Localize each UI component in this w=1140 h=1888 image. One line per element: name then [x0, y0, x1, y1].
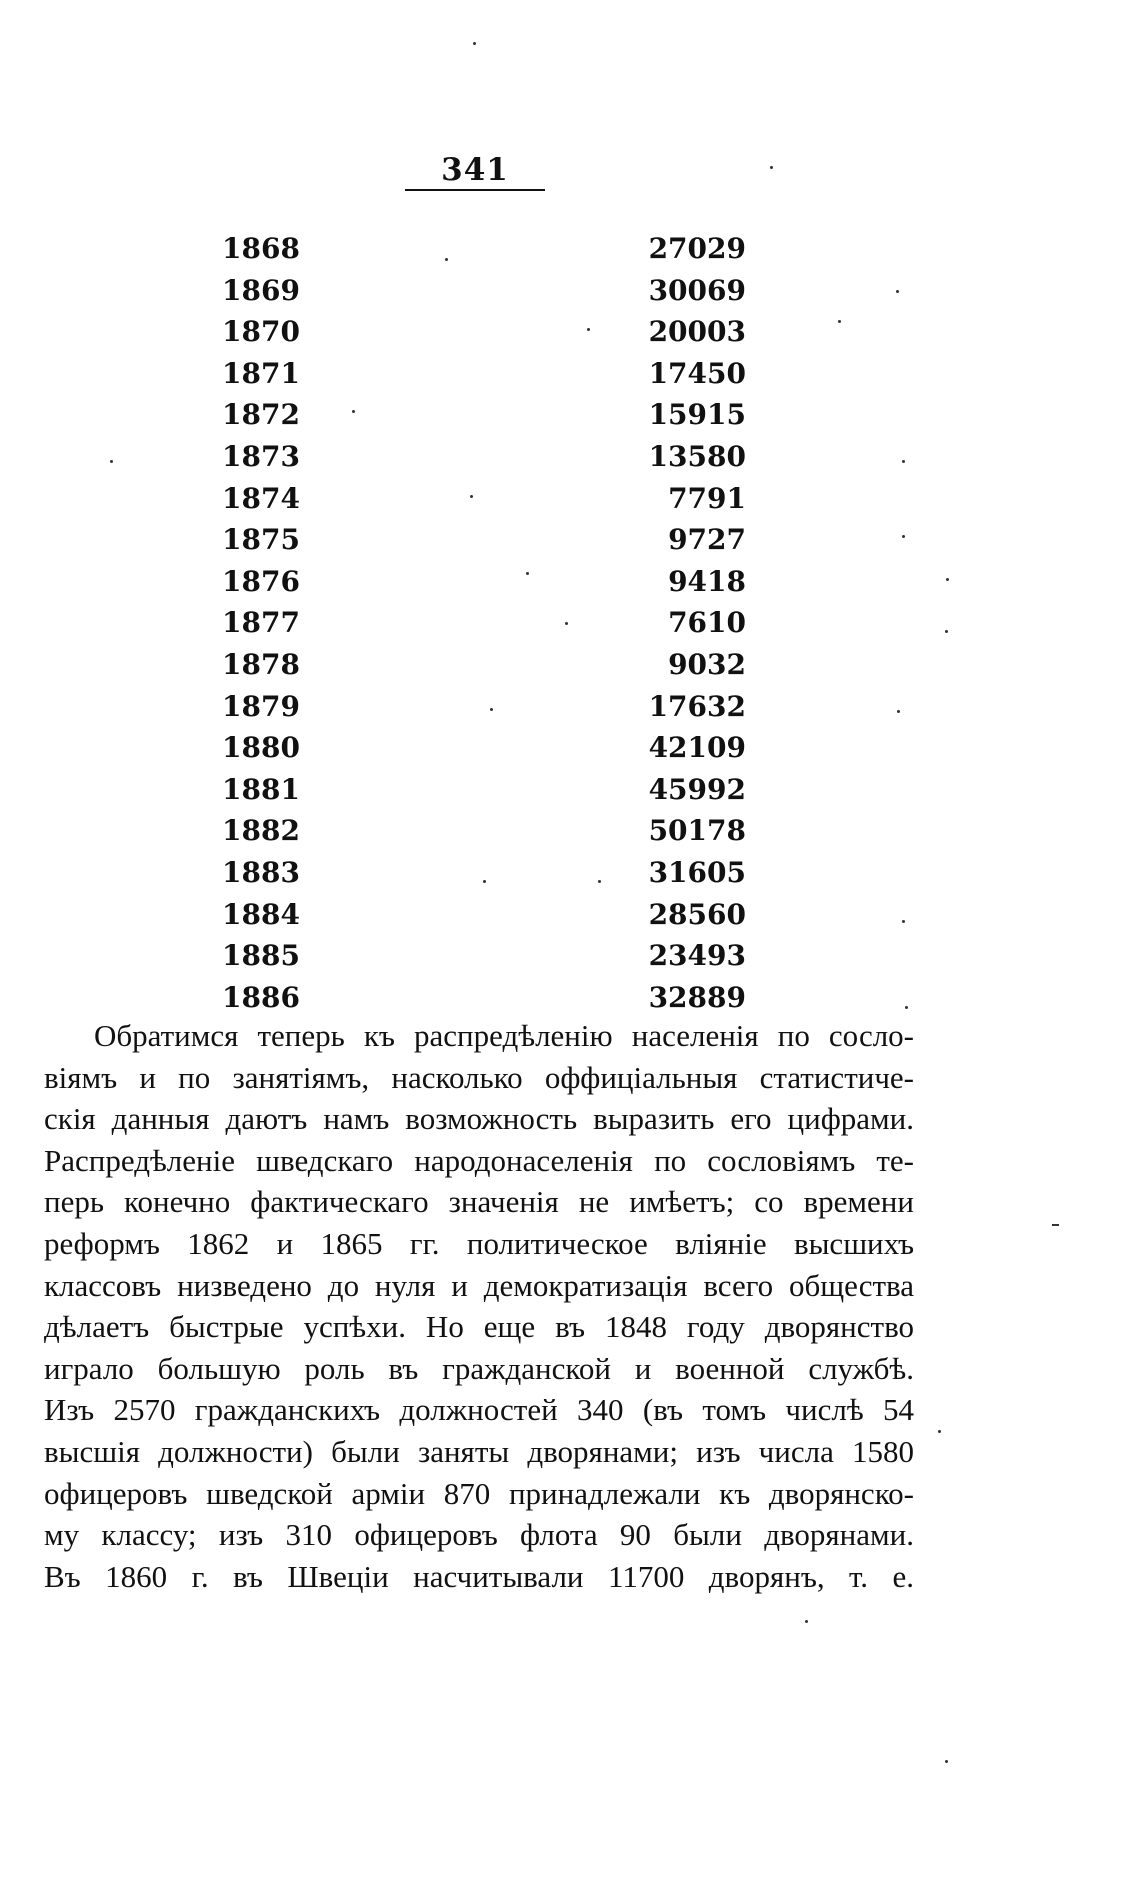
scan-speck: [805, 1620, 808, 1623]
value-cell: 17450: [648, 356, 746, 390]
scan-speck: [490, 708, 493, 711]
table-row: [222, 394, 782, 436]
scan-speck: [473, 42, 476, 45]
value-cell: 9727: [668, 523, 746, 557]
table-row: [222, 561, 782, 603]
value-cell: 9032: [668, 647, 746, 681]
year-cell: 1872: [222, 398, 300, 432]
table-row: [222, 810, 782, 852]
table-row: [222, 686, 782, 728]
year-cell: 1884: [222, 897, 300, 931]
scan-speck: [838, 320, 841, 323]
scan-speck: [905, 1006, 908, 1009]
scan-speck: [945, 1760, 948, 1763]
table-row: [222, 228, 782, 270]
scan-speck: [526, 572, 529, 575]
paragraph-line: реформъ 1862 и 1865 гг. политическое вліяніе высшихъ: [44, 1225, 914, 1261]
paragraph-line: высшія должности) были заняты дворянами; изъ числа 1580: [44, 1433, 914, 1469]
year-cell: 1878: [222, 647, 300, 681]
value-cell: 30069: [648, 273, 746, 307]
year-cell: 1877: [222, 606, 300, 640]
scan-speck: [587, 328, 590, 331]
paragraph-line: Въ 1860 г. въ Швеціи насчитывали 11700 дворянъ, т. е.: [44, 1558, 914, 1594]
year-cell: 1874: [222, 481, 300, 515]
value-cell: 15915: [648, 398, 746, 432]
year-cell: 1875: [222, 523, 300, 557]
scan-speck: [598, 880, 601, 883]
body-paragraph: [44, 1015, 914, 1597]
scan-speck: [565, 622, 568, 625]
table-row: [222, 311, 782, 353]
value-cell: 50178: [648, 814, 746, 848]
year-cell: 1886: [222, 980, 300, 1014]
scan-speck: [897, 710, 900, 713]
table-row: [222, 353, 782, 395]
scan-speck: [470, 495, 473, 498]
scan-speck: [938, 1430, 941, 1433]
year-cell: 1868: [222, 232, 300, 265]
value-cell: 17632: [648, 689, 746, 723]
value-cell: 45992: [648, 772, 746, 806]
value-cell: 32889: [648, 980, 746, 1014]
year-cell: 1881: [222, 772, 300, 806]
table-row: [222, 935, 782, 977]
scan-speck: [1052, 1224, 1059, 1226]
paragraph-line: му классу; изъ 310 офицеровъ флота 90 были дворянами.: [44, 1517, 914, 1553]
scan-speck: [770, 166, 773, 169]
value-cell: 13580: [648, 439, 746, 473]
year-value-table: [222, 228, 782, 1018]
scan-speck: [445, 258, 448, 261]
page-number: 341: [441, 152, 509, 188]
paragraph-line: скія данныя даютъ намъ возможность выразить его цифрами.: [44, 1101, 914, 1137]
year-cell: 1869: [222, 273, 300, 307]
paragraph-line: классовъ низведено до нуля и демократизація всего общества: [44, 1267, 914, 1303]
value-cell: 7791: [668, 481, 746, 515]
table-row: [222, 894, 782, 936]
table-row: [222, 644, 782, 686]
table-row: [222, 270, 782, 312]
value-cell: 9418: [668, 564, 746, 598]
paragraph-line: офицеровъ шведской арміи 870 принадлежали къ дворянско-: [44, 1475, 914, 1511]
paragraph-line: играло большую роль въ гражданской и военной службѣ.: [44, 1350, 914, 1386]
year-cell: 1883: [222, 855, 300, 889]
paragraph-line: Распредѣленіе шведскаго народонаселенія по сословіямъ те-: [44, 1142, 914, 1178]
scan-speck: [352, 410, 355, 413]
table-row: [222, 519, 782, 561]
value-cell: 7610: [668, 606, 746, 640]
value-cell: 28560: [648, 897, 746, 931]
paragraph-line: Обратимся теперь къ распредѣленію населенія по сосло-: [94, 1018, 914, 1053]
scan-speck: [902, 535, 905, 538]
paragraph-line: перь конечно фактическаго значенія не имѣетъ; со времени: [44, 1184, 914, 1220]
table-row: [222, 769, 782, 811]
scan-speck: [902, 920, 905, 923]
value-cell: 23493: [648, 939, 746, 973]
scan-speck: [902, 460, 905, 463]
year-cell: 1879: [222, 689, 300, 723]
table-row: [222, 852, 782, 894]
value-cell: 20003: [648, 315, 746, 349]
table-row: [222, 977, 782, 1019]
table-row: [222, 727, 782, 769]
year-cell: 1876: [222, 564, 300, 598]
year-cell: 1871: [222, 356, 300, 390]
year-cell: 1880: [222, 731, 300, 765]
paragraph-line: дѣлаетъ быстрые успѣхи. Но еще въ 1848 году дворянство: [44, 1309, 914, 1345]
table-row: [222, 478, 782, 520]
table-row: [222, 602, 782, 644]
table-row: [222, 436, 782, 478]
year-cell: 1885: [222, 939, 300, 973]
scan-speck: [110, 460, 113, 463]
scan-speck: [946, 578, 949, 581]
year-cell: 1882: [222, 814, 300, 848]
scan-speck: [483, 880, 486, 883]
value-cell: 27029: [648, 232, 746, 265]
scan-speck: [945, 630, 948, 633]
page-number-rule: [405, 189, 545, 191]
paragraph-line: віямъ и по занятіямъ, насколько оффиціальныя статистиче-: [44, 1059, 914, 1095]
scan-speck: [896, 290, 899, 293]
value-cell: 31605: [648, 855, 746, 889]
value-cell: 42109: [648, 731, 746, 765]
year-cell: 1870: [222, 315, 300, 349]
paragraph-line: Изъ 2570 гражданскихъ должностей 340 (въ томъ числѣ 54: [44, 1392, 914, 1428]
year-cell: 1873: [222, 439, 300, 473]
